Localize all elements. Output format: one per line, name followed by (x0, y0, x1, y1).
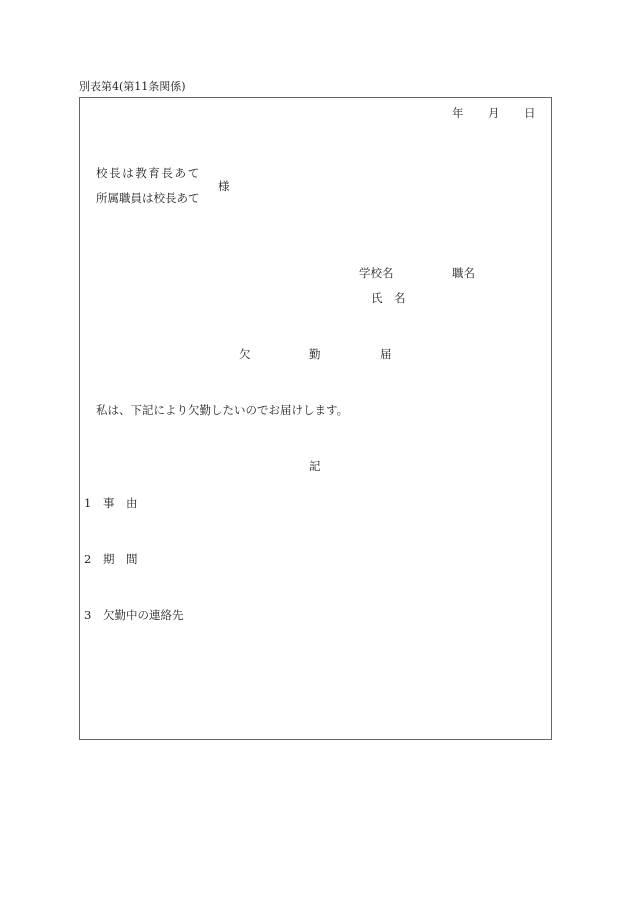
ki-heading: 記 (309, 459, 321, 473)
form-title-char: 届 (380, 347, 392, 361)
date-month-label: 月 (488, 106, 500, 120)
addressee-line-principal: 校長は教育長あて (96, 166, 201, 180)
form-title-char: 欠 (239, 347, 251, 361)
item-label-reason: 事 由 (103, 496, 138, 510)
date-day-label: 日 (524, 106, 536, 120)
table-reference-heading: 別表第4(第11条関係) (79, 80, 186, 93)
item-number: 1 (84, 496, 92, 510)
item-label-period: 期 間 (103, 552, 138, 566)
addressee-line-staff: 所属職員は校長あて (96, 191, 200, 205)
school-name-label: 学校名 (359, 266, 394, 280)
form-title-char: 勤 (309, 347, 321, 361)
item-number: 2 (84, 552, 92, 566)
position-label: 職名 (452, 266, 475, 280)
item-number: 3 (84, 608, 92, 622)
addressee-honorific: 様 (218, 179, 230, 193)
item-label-contact: 欠勤中の連絡先 (103, 608, 184, 622)
applicant-name-label: 氏 名 (371, 291, 406, 305)
request-statement: 私は、下記により欠勤したいのでお届けします。 (96, 403, 349, 417)
date-year-label: 年 (452, 106, 464, 120)
